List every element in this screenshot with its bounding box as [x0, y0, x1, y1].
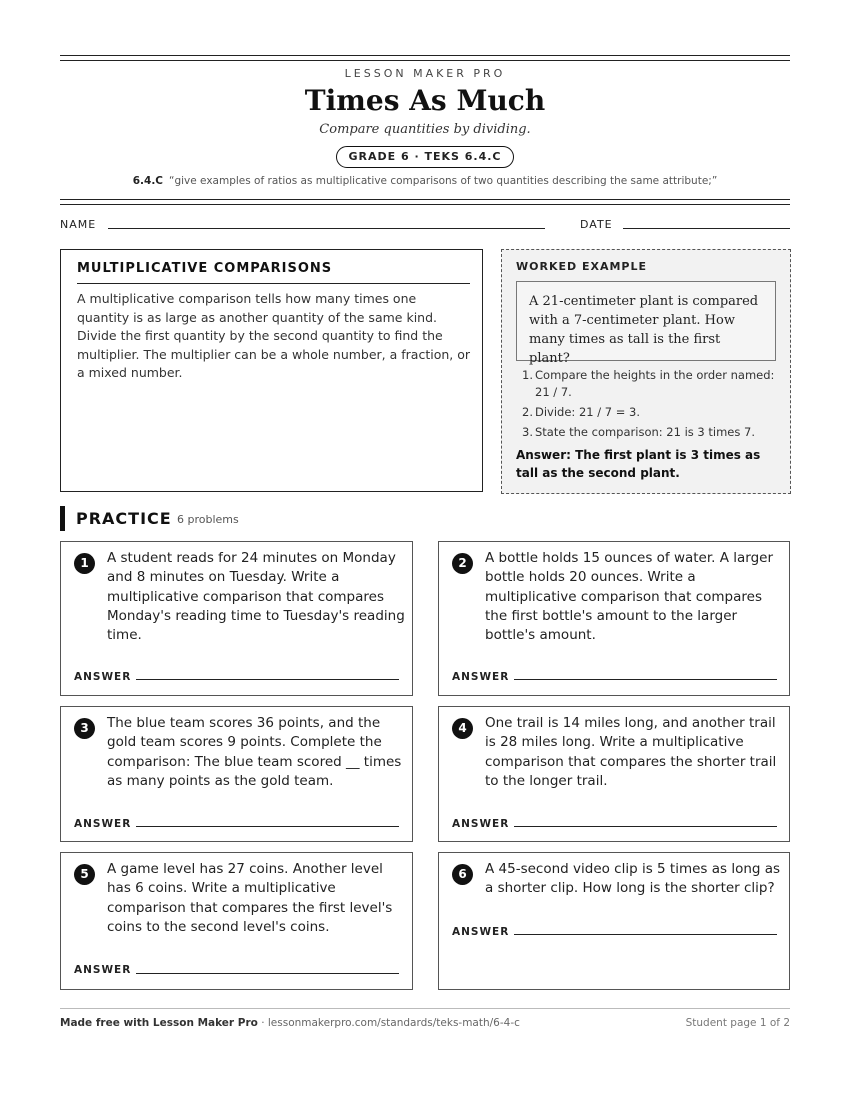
answer-label: ANSWER [74, 671, 132, 683]
practice-count: 6 problems [177, 513, 239, 526]
problem-card [60, 541, 413, 696]
name-field[interactable] [108, 228, 545, 229]
worked-step-text: State the comparison: 21 is 3 times 7. [535, 425, 756, 439]
footer-credit [60, 1017, 520, 1029]
footer-page-number: Student page 1 of 2 [685, 1017, 790, 1029]
problem-number-badge: 4 [452, 718, 473, 739]
answer-field[interactable] [514, 679, 777, 680]
problem-card [60, 706, 413, 842]
date-label: DATE [580, 218, 613, 231]
worked-step-text: Compare the heights in the order named: 21 / 7. [535, 368, 775, 399]
top-double-rule [60, 55, 790, 61]
standard-code: 6.4.C [132, 175, 164, 187]
worked-example-steps [516, 367, 778, 444]
practice-accent-bar [60, 506, 65, 531]
problem-number-badge: 3 [74, 718, 95, 739]
worked-example-box [501, 249, 791, 494]
concept-divider [77, 283, 470, 284]
worked-step: 2. Divide: 21 / 7 = 3. [522, 405, 641, 419]
problem-text: A 45-second video clip is 5 times as long as a shorter clip. How long is the shorter clip? [485, 861, 781, 897]
worked-example-title: WORKED EXAMPLE [516, 260, 647, 273]
problem-card [438, 541, 790, 696]
answer-field[interactable] [514, 934, 777, 935]
footer-divider [60, 1008, 790, 1009]
problem-text: A game level has 27 coins. Another level has 6 coins. Write a multiplicative comparison that compares the first level's coins to the second level's coins. [107, 861, 393, 935]
worked-step: 3. State the comparison: 21 is 3 times 7. [522, 425, 756, 439]
answer-field[interactable] [136, 826, 399, 827]
problem-text: A bottle holds 15 ounces of water. A larger bottle holds 20 ounces. Write a multiplicative comparison that compares the first bottle's amount to the larger bottle's amount. [485, 550, 774, 644]
problem-card [438, 706, 790, 842]
problem-card [438, 852, 790, 990]
answer-label: ANSWER [452, 818, 510, 830]
concept-title: MULTIPLICATIVE COMPARISONS [77, 261, 333, 276]
answer-field[interactable] [514, 826, 777, 827]
problem-text: The blue team scores 36 points, and the gold team scores 9 points. Complete the comparison: The blue team scored __ times as many points as the gold team. [107, 715, 402, 789]
brand-name: LESSON MAKER PRO [344, 67, 506, 80]
problem-card [60, 852, 413, 990]
name-label: NAME [60, 218, 97, 231]
worked-step-text: Divide: 21 / 7 = 3. [535, 405, 641, 419]
answer-label: ANSWER [452, 926, 510, 938]
concept-box [60, 249, 483, 492]
standard-text: “give examples of ratios as multiplicative comparisons of two quantities describing the same attribute;” [169, 175, 718, 187]
date-field[interactable] [623, 228, 790, 229]
footer-url: · lessonmakerpro.com/standards/teks-math/6-4-c [257, 1017, 520, 1029]
problem-number-badge: 6 [452, 864, 473, 885]
footer-made-with: Made free with Lesson Maker Pro [60, 1017, 258, 1029]
worked-example-problem: A 21-centimeter plant is compared with a 7-centimeter plant. How many times as tall is the first plant? [516, 281, 776, 361]
page-subtitle: Compare quantities by dividing. [319, 122, 531, 137]
practice-title: PRACTICE [76, 509, 172, 528]
grade-badge: GRADE 6 · TEKS 6.4.C [336, 146, 514, 168]
concept-body: A multiplicative comparison tells how many times one quantity is as large as another quantity of the same kind. Divide the first quantity by the second quantity to find the multiplier. The multiplier can be a whole number, a fraction, or a mixed number. [77, 291, 471, 380]
answer-label: ANSWER [74, 964, 132, 976]
answer-label: ANSWER [452, 671, 510, 683]
page-title: Times As Much [304, 84, 546, 117]
problem-number-badge: 5 [74, 864, 95, 885]
problem-number-badge: 2 [452, 553, 473, 574]
answer-label: ANSWER [74, 818, 132, 830]
problem-number-badge: 1 [74, 553, 95, 574]
header-double-rule [60, 199, 790, 205]
worked-example-answer: Answer: The first plant is 3 times as tall as the second plant. [516, 448, 761, 480]
worked-step: 1. Compare the heights in the order named: 21 / 7. [522, 368, 775, 399]
problem-text: A student reads for 24 minutes on Monday and 8 minutes on Tuesday. Write a multiplicative comparison that compares Monday's reading time to Tuesday's reading time. [107, 550, 405, 644]
answer-field[interactable] [136, 973, 399, 974]
answer-field[interactable] [136, 679, 399, 680]
problem-text: One trail is 14 miles long, and another trail is 28 miles long. Write a multiplicative comparison that compares the shorter trail to the longer trail. [485, 715, 777, 789]
standard-description [60, 175, 790, 187]
